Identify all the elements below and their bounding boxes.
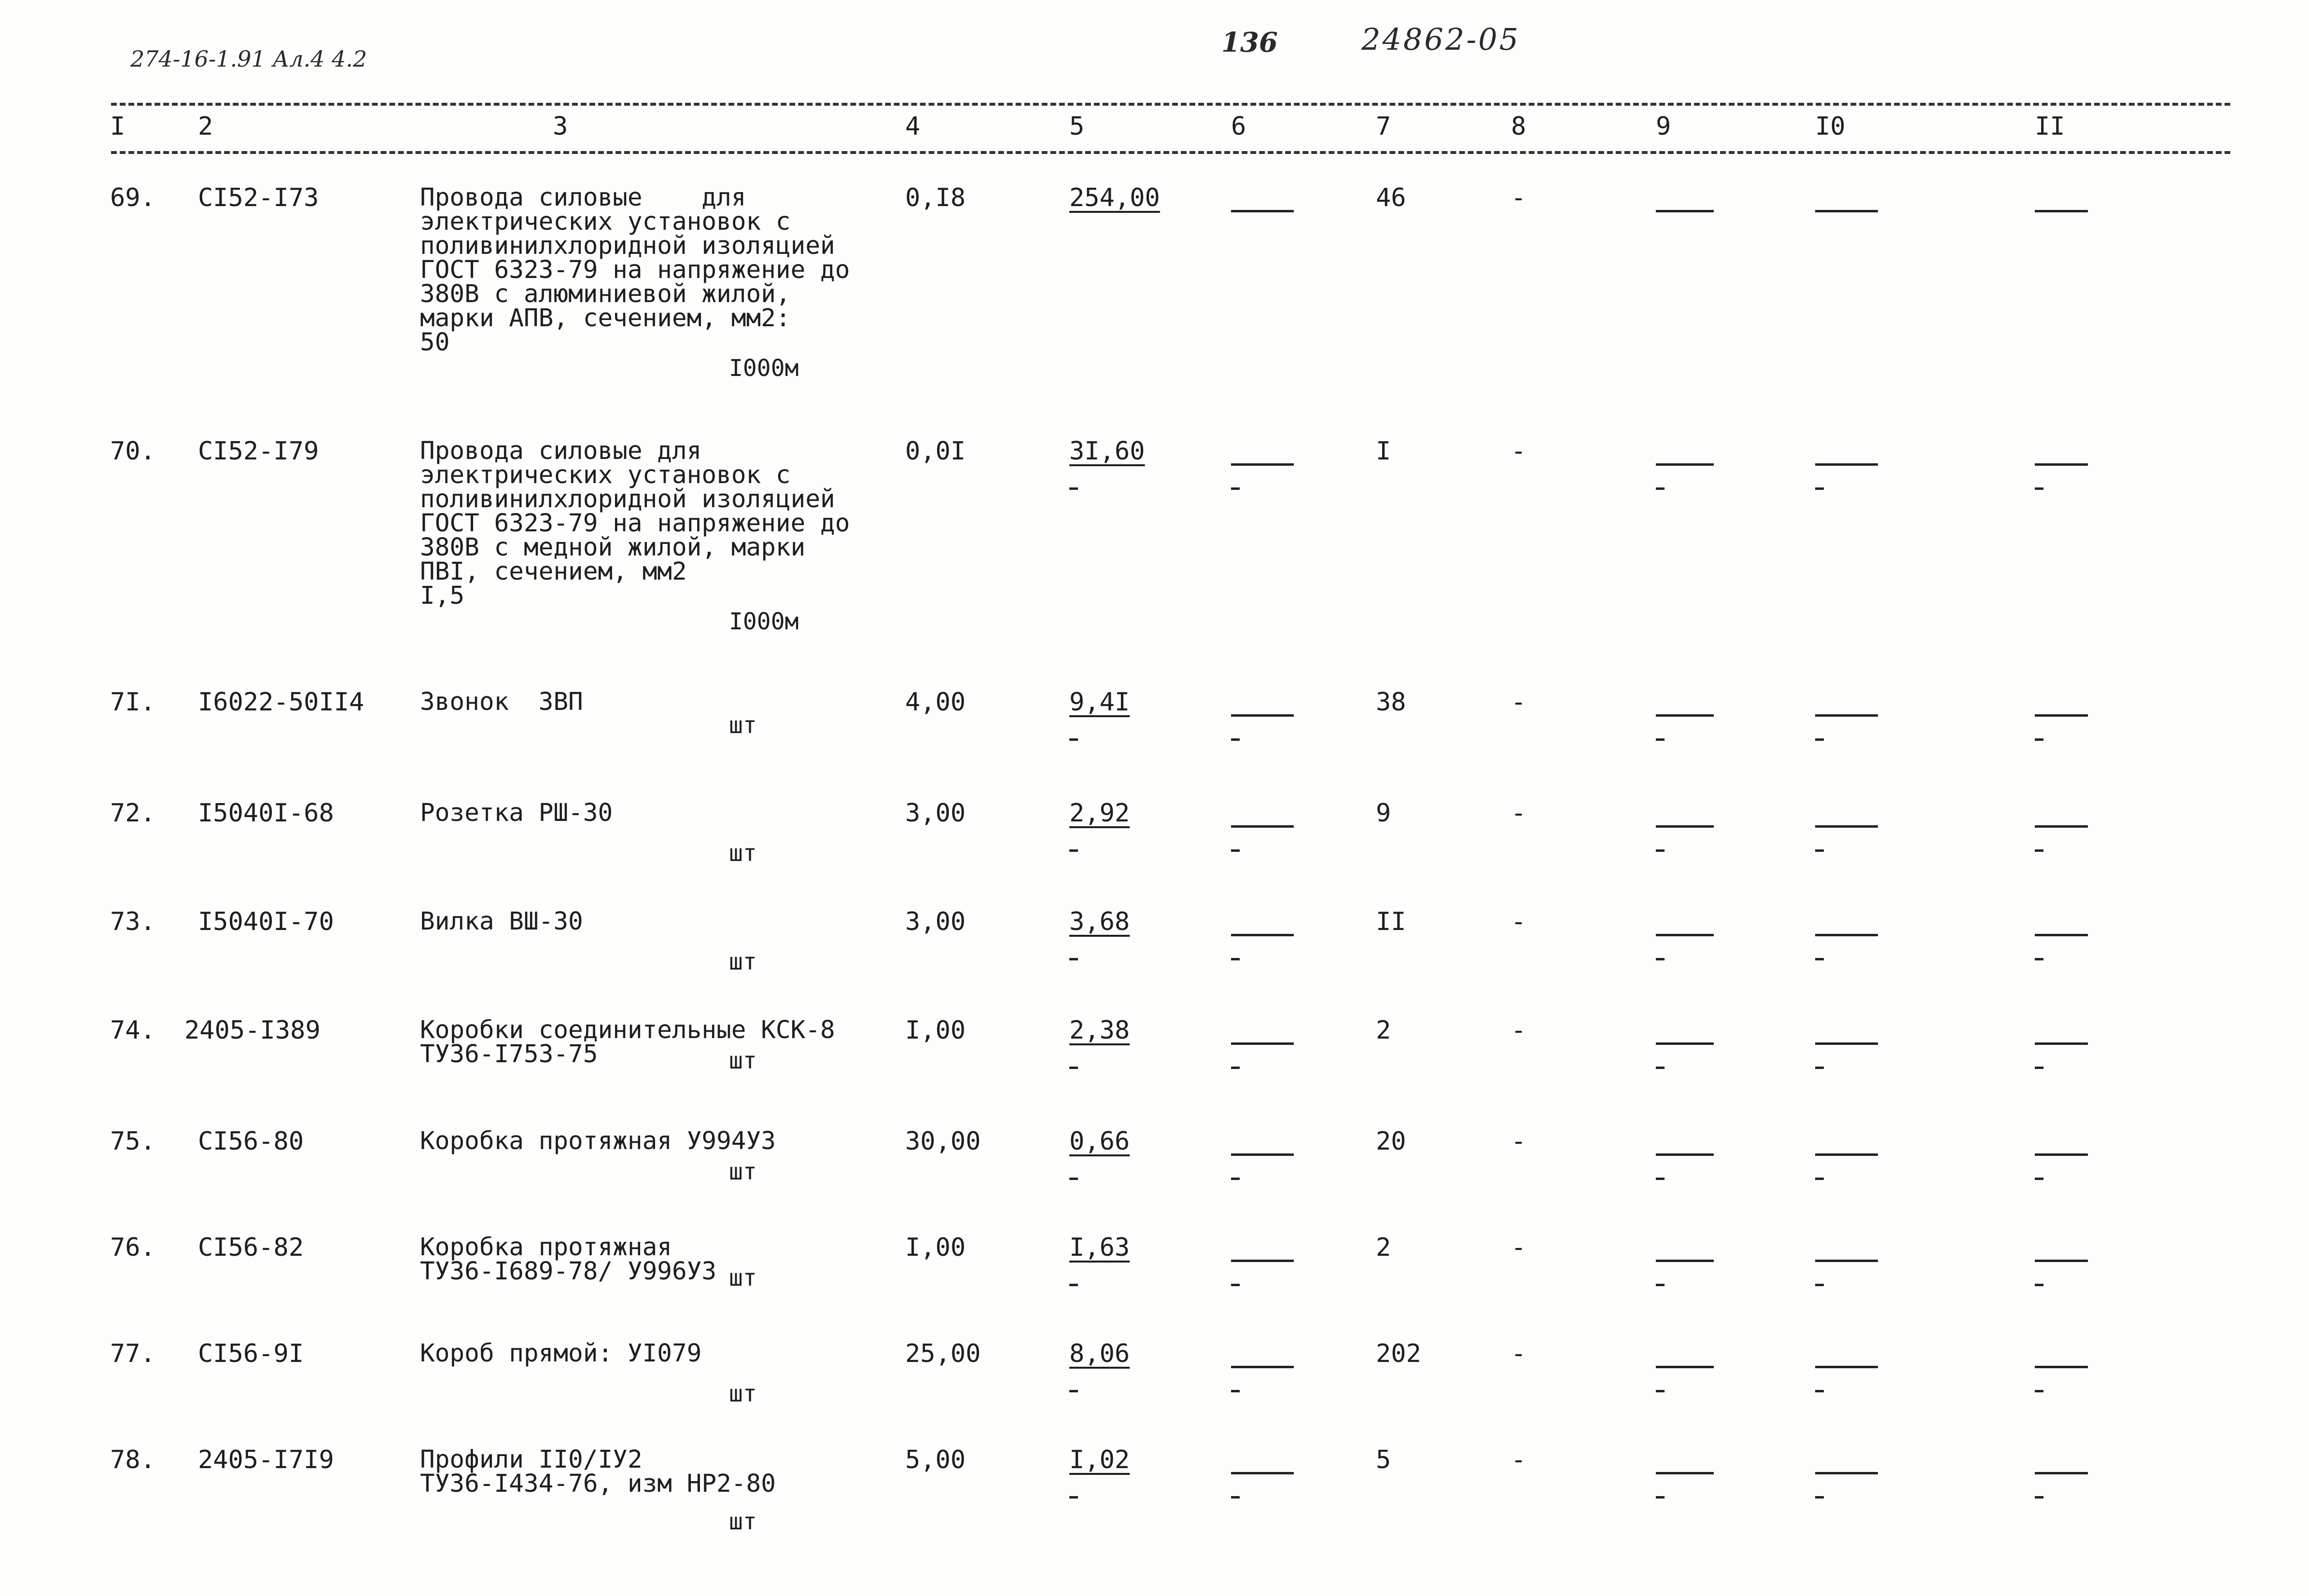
- item-description: Профили II0/IУ2 ТУ36-I434-76, изм НР2-80: [420, 1445, 776, 1498]
- empty-cell-mark: [2035, 1366, 2088, 1368]
- empty-cell-mark: [1231, 1366, 1294, 1368]
- empty-cell-mark: [2035, 1153, 2088, 1156]
- empty-cell-mark: [1815, 463, 1878, 466]
- empty-cell-mark: [1231, 1284, 1240, 1286]
- item-description: Провода силовые для электрических установок с поливинилхлоридной изоляцией ГОСТ 6323-79 на напряжение до 380В с медной жилой, марки ПВI, сечением, мм2 I,5: [420, 437, 850, 610]
- item-price: 254,00: [1069, 183, 1160, 212]
- item-code: CI56-9I: [198, 1339, 304, 1368]
- empty-cell-mark: [1656, 210, 1714, 212]
- document-code: 24862-05: [1361, 22, 1521, 57]
- item-col8: -: [1511, 437, 1526, 466]
- empty-cell-mark: [1069, 1178, 1078, 1180]
- row-number: 72.: [110, 799, 155, 828]
- empty-cell-mark: [1656, 1260, 1714, 1262]
- empty-cell-mark: [1656, 849, 1665, 852]
- empty-cell-mark: [1231, 825, 1294, 828]
- empty-cell-mark: [1656, 1390, 1665, 1392]
- column-header: 6: [1231, 112, 1246, 141]
- column-header: 5: [1069, 112, 1085, 141]
- empty-cell-mark: [1069, 849, 1078, 852]
- row-number: 75.: [110, 1127, 155, 1156]
- item-unit: I000м: [729, 608, 799, 635]
- item-col8: -: [1511, 799, 1526, 828]
- item-code: CI56-82: [198, 1233, 304, 1262]
- empty-cell-mark: [1656, 738, 1665, 741]
- item-quantity: 3,00: [905, 799, 966, 828]
- empty-cell-mark: [1815, 849, 1824, 852]
- item-unit: шт: [729, 1264, 757, 1291]
- empty-cell-mark: [1231, 849, 1240, 852]
- empty-cell-mark: [1815, 1067, 1824, 1069]
- empty-cell-mark: [2035, 958, 2043, 960]
- item-col8: -: [1511, 183, 1526, 212]
- item-code: I5040I-70: [198, 907, 334, 936]
- item-description: Провода силовые для электрических установок с поливинилхлоридной изоляцией ГОСТ 6323-79 на напряжение до 380В с алюминиевой жилой, марки АПВ, сечением, мм2: 50: [420, 183, 850, 357]
- empty-cell-mark: [1815, 1472, 1878, 1474]
- column-header: 2: [198, 112, 213, 141]
- item-col7: 38: [1376, 688, 1406, 717]
- item-description: Коробка протяжная У994У3: [420, 1127, 776, 1155]
- empty-cell-mark: [1656, 1153, 1714, 1156]
- column-header: 4: [905, 112, 921, 141]
- empty-cell-mark: [2035, 1284, 2043, 1286]
- item-unit: шт: [729, 1047, 757, 1074]
- empty-cell-mark: [1231, 714, 1294, 717]
- empty-cell-mark: [1069, 1284, 1078, 1286]
- item-code: CI56-80: [198, 1127, 304, 1156]
- row-number: 78.: [110, 1445, 155, 1474]
- empty-cell-mark: [2035, 714, 2088, 717]
- empty-cell-mark: [1231, 487, 1240, 490]
- column-header: 9: [1656, 112, 1671, 141]
- item-code: CI52-I79: [198, 437, 319, 466]
- empty-cell-mark: [2035, 1260, 2088, 1262]
- item-price: 2,92: [1069, 799, 1130, 828]
- empty-cell-mark: [2035, 487, 2043, 490]
- item-code: CI52-I73: [198, 183, 319, 212]
- empty-cell-mark: [1656, 714, 1714, 717]
- empty-cell-mark: [1069, 738, 1078, 741]
- empty-cell-mark: [1815, 487, 1824, 490]
- empty-cell-mark: [1069, 487, 1078, 490]
- item-price: 3,68: [1069, 907, 1130, 936]
- item-quantity: I,00: [905, 1016, 966, 1045]
- item-unit: шт: [729, 1158, 757, 1185]
- empty-cell-mark: [2035, 1067, 2043, 1069]
- item-price: 9,4I: [1069, 688, 1130, 717]
- item-col7: 46: [1376, 183, 1406, 212]
- empty-cell-mark: [1656, 1042, 1714, 1045]
- item-code: 2405-I7I9: [198, 1445, 334, 1474]
- empty-cell-mark: [1656, 1472, 1714, 1474]
- item-description: Коробка протяжная ТУ36-I689-78/ У996У3: [420, 1233, 717, 1286]
- empty-cell-mark: [1815, 714, 1878, 717]
- item-price: 8,06: [1069, 1339, 1130, 1368]
- empty-cell-mark: [1231, 1042, 1294, 1045]
- empty-cell-mark: [1231, 1496, 1240, 1499]
- column-header: 3: [553, 112, 568, 141]
- item-quantity: 3,00: [905, 907, 966, 936]
- empty-cell-mark: [2035, 1178, 2043, 1180]
- item-quantity: I,00: [905, 1233, 966, 1262]
- item-unit: шт: [729, 1508, 757, 1535]
- item-col7: 5: [1376, 1445, 1391, 1474]
- item-price: I,63: [1069, 1233, 1130, 1262]
- empty-cell-mark: [2035, 825, 2088, 828]
- item-col7: 202: [1376, 1339, 1421, 1368]
- empty-cell-mark: [1815, 738, 1824, 741]
- item-col8: -: [1511, 907, 1526, 936]
- item-unit: шт: [729, 948, 757, 975]
- item-unit: шт: [729, 1380, 757, 1407]
- empty-cell-mark: [1815, 958, 1824, 960]
- item-col8: -: [1511, 1445, 1526, 1474]
- table-top-rule: [111, 103, 2230, 106]
- item-col7: II: [1376, 907, 1406, 936]
- row-number: 69.: [110, 183, 155, 212]
- item-col7: 2: [1376, 1233, 1391, 1262]
- item-unit: I000м: [729, 355, 799, 382]
- empty-cell-mark: [1656, 487, 1665, 490]
- item-quantity: 0,I8: [905, 183, 966, 212]
- empty-cell-mark: [1231, 1153, 1294, 1156]
- row-number: 70.: [110, 437, 155, 466]
- empty-cell-mark: [1815, 1366, 1878, 1368]
- empty-cell-mark: [1231, 958, 1240, 960]
- column-header: 8: [1511, 112, 1526, 141]
- item-code: I6022-50II4: [198, 688, 364, 717]
- empty-cell-mark: [1656, 1284, 1665, 1286]
- empty-cell-mark: [1069, 1390, 1078, 1392]
- item-description: Розетка РШ-30: [420, 799, 613, 827]
- item-quantity: 5,00: [905, 1445, 966, 1474]
- empty-cell-mark: [1231, 1472, 1294, 1474]
- empty-cell-mark: [1656, 1366, 1714, 1368]
- empty-cell-mark: [1656, 1496, 1665, 1499]
- empty-cell-mark: [1656, 825, 1714, 828]
- item-col7: 2: [1376, 1016, 1391, 1045]
- item-code: I5040I-68: [198, 799, 334, 828]
- item-quantity: 4,00: [905, 688, 966, 717]
- column-header: I: [110, 112, 126, 141]
- item-description: Коробки соединительные КСК-8 ТУ36-I753-75: [420, 1016, 835, 1069]
- empty-cell-mark: [1815, 1042, 1878, 1045]
- item-col8: -: [1511, 1127, 1526, 1156]
- empty-cell-mark: [1815, 1284, 1824, 1286]
- column-header: 7: [1376, 112, 1391, 141]
- row-number: 77.: [110, 1339, 155, 1368]
- item-col7: 9: [1376, 799, 1391, 828]
- item-quantity: 30,00: [905, 1127, 981, 1156]
- empty-cell-mark: [1231, 463, 1294, 466]
- item-col8: -: [1511, 1339, 1526, 1368]
- empty-cell-mark: [2035, 1472, 2088, 1474]
- empty-cell-mark: [1815, 825, 1878, 828]
- empty-cell-mark: [1069, 1067, 1078, 1069]
- document-reference: 274-16-1.91 Ал.4 4.2: [130, 46, 367, 72]
- item-col8: -: [1511, 1016, 1526, 1045]
- empty-cell-mark: [1231, 1067, 1240, 1069]
- empty-cell-mark: [1231, 1390, 1240, 1392]
- empty-cell-mark: [1815, 934, 1878, 936]
- empty-cell-mark: [1231, 1260, 1294, 1262]
- empty-cell-mark: [1815, 1390, 1824, 1392]
- empty-cell-mark: [1231, 738, 1240, 741]
- empty-cell-mark: [1231, 210, 1294, 212]
- empty-cell-mark: [1069, 958, 1078, 960]
- empty-cell-mark: [1656, 958, 1665, 960]
- item-col8: -: [1511, 688, 1526, 717]
- row-number: 73.: [110, 907, 155, 936]
- item-price: 3I,60: [1069, 437, 1145, 466]
- empty-cell-mark: [2035, 1496, 2043, 1499]
- empty-cell-mark: [1815, 1153, 1878, 1156]
- empty-cell-mark: [1656, 1067, 1665, 1069]
- item-code: 2405-I389: [184, 1016, 321, 1045]
- page-number: 136: [1221, 27, 1278, 58]
- item-description: Звонок ЗВП: [420, 688, 583, 716]
- item-col8: -: [1511, 1233, 1526, 1262]
- empty-cell-mark: [1815, 210, 1878, 212]
- table-header-rule: [111, 151, 2230, 154]
- item-unit: шт: [729, 712, 757, 739]
- item-description: Короб прямой: УI079: [420, 1339, 702, 1368]
- empty-cell-mark: [1656, 934, 1714, 936]
- item-quantity: 25,00: [905, 1339, 981, 1368]
- empty-cell-mark: [1656, 463, 1714, 466]
- empty-cell-mark: [1231, 934, 1294, 936]
- item-price: 0,66: [1069, 1127, 1130, 1156]
- item-price: I,02: [1069, 1445, 1130, 1474]
- item-col7: 20: [1376, 1127, 1406, 1156]
- item-unit: шт: [729, 840, 757, 867]
- empty-cell-mark: [2035, 463, 2088, 466]
- empty-cell-mark: [1815, 1496, 1824, 1499]
- empty-cell-mark: [1815, 1260, 1878, 1262]
- column-header: I0: [1815, 112, 1846, 141]
- empty-cell-mark: [2035, 849, 2043, 852]
- row-number: 74.: [110, 1016, 155, 1045]
- item-price: 2,38: [1069, 1016, 1130, 1045]
- item-description: Вилка ВШ-30: [420, 907, 583, 936]
- empty-cell-mark: [2035, 1390, 2043, 1392]
- row-number: 76.: [110, 1233, 155, 1262]
- empty-cell-mark: [2035, 934, 2088, 936]
- empty-cell-mark: [2035, 210, 2088, 212]
- item-quantity: 0,0I: [905, 437, 966, 466]
- empty-cell-mark: [2035, 738, 2043, 741]
- empty-cell-mark: [1656, 1178, 1665, 1180]
- empty-cell-mark: [1815, 1178, 1824, 1180]
- empty-cell-mark: [2035, 1042, 2088, 1045]
- empty-cell-mark: [1069, 1496, 1078, 1499]
- item-col7: I: [1376, 437, 1391, 466]
- empty-cell-mark: [1231, 1178, 1240, 1180]
- column-header: II: [2035, 112, 2065, 141]
- row-number: 7I.: [110, 688, 155, 717]
